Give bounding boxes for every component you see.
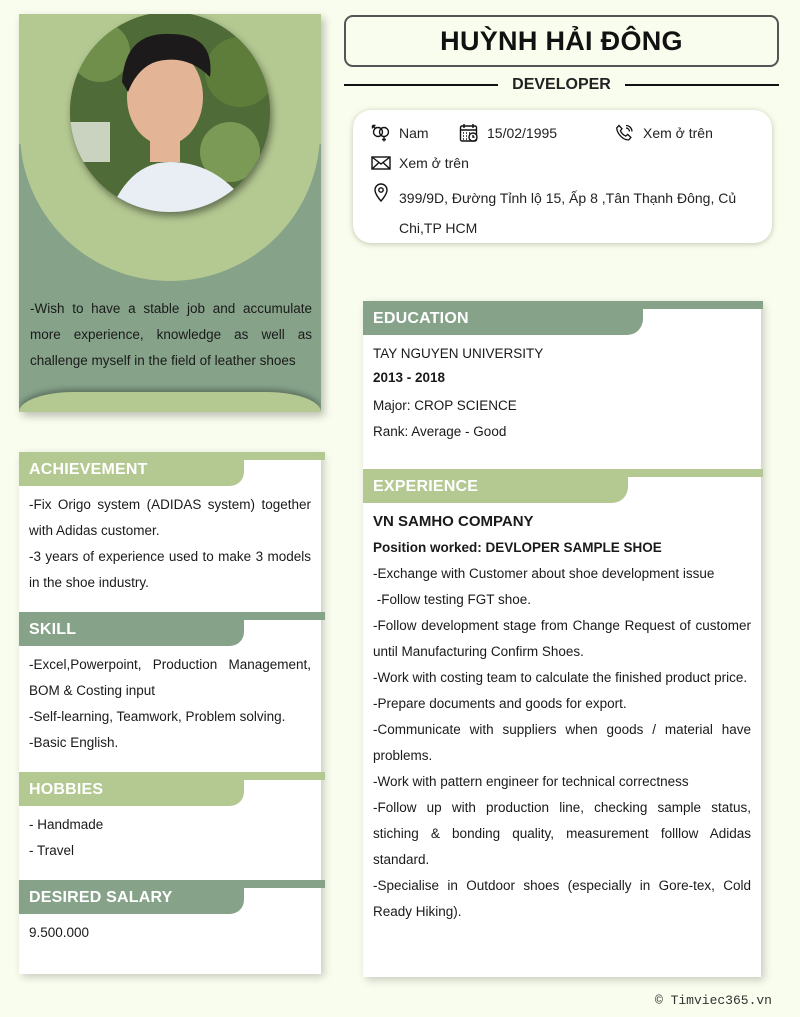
list-item: -3 years of experience used to make 3 models in the shoe industry. xyxy=(29,549,311,590)
achievement-header xyxy=(19,452,321,482)
experience-header xyxy=(363,469,761,499)
list-item: -Exchange with Customer about shoe development issue xyxy=(373,566,715,581)
contact-gender xyxy=(371,122,429,144)
contact-card xyxy=(353,110,772,243)
section-title: DESIRED SALARY xyxy=(29,889,173,906)
section-title: EXPERIENCE xyxy=(373,478,479,495)
list-item: -Self-learning, Teamwork, Problem solving. xyxy=(29,709,286,724)
phone-value: Xem ở trên xyxy=(643,125,713,141)
profile-circle-bg xyxy=(20,14,320,281)
phone-icon xyxy=(615,123,635,143)
section-title: HOBBIES xyxy=(29,781,104,798)
email-value: Xem ở trên xyxy=(399,155,469,171)
birthday-value: 15/02/1995 xyxy=(487,125,558,141)
avatar-photo xyxy=(70,14,270,212)
address-value: 399/9D, Đường Tỉnh lộ 15, Ấp 8 ,Tân Thạnh Đông, Củ Chi,TP HCM xyxy=(399,190,737,236)
profile-bottom-band xyxy=(19,392,321,412)
contact-birthday xyxy=(459,122,557,144)
list-item: -Specialise in Outdoor shoes (especially in Gore-tex, Cold Ready Hiking). xyxy=(373,878,751,919)
list-item: -Follow development stage from Change Request of customer until Manufacturing Confirm Shoes. xyxy=(373,618,751,659)
gender-icon xyxy=(371,123,391,143)
calendar-icon xyxy=(459,123,479,143)
career-objective: -Wish to have a stable job and accumulate more experience, knowledge as well as challenge myself in the field of leather shoes xyxy=(30,301,312,368)
section-title: ACHIEVEMENT xyxy=(29,461,148,478)
education-rank: Rank: Average - Good xyxy=(373,424,507,439)
list-item: -Follow up with production line, checking sample status, stiching & bonding quality, measurement folllow Adidas standard. xyxy=(373,800,751,867)
copyright-footer: © Timviec365.vn xyxy=(654,993,772,1008)
divider xyxy=(344,84,498,86)
list-item: -Work with pattern engineer for technical correctness xyxy=(373,774,689,789)
full-name: HUỲNH HẢI ĐÔNG xyxy=(344,15,779,67)
profile-card xyxy=(19,14,321,412)
education-years: 2013 - 2018 xyxy=(373,370,446,385)
section-title: EDUCATION xyxy=(373,310,469,327)
role-row xyxy=(344,73,779,97)
avatar xyxy=(70,14,270,212)
list-item: -Excel,Powerpoint, Production Management, BOM & Costing input xyxy=(29,657,311,698)
education-body xyxy=(363,331,761,469)
hobbies-header xyxy=(19,772,321,802)
envelope-icon xyxy=(371,153,391,173)
experience-body xyxy=(363,499,761,925)
right-sections-card xyxy=(363,301,761,977)
school-name: TAY NGUYEN UNIVERSITY xyxy=(373,346,544,361)
job-title: DEVELOPER xyxy=(512,76,611,93)
list-item: -Communicate with suppliers when goods / material have problems. xyxy=(373,722,751,763)
location-pin-icon xyxy=(371,182,391,202)
education-header xyxy=(363,301,761,331)
company-name: VN SAMHO COMPANY xyxy=(373,513,534,530)
achievement-body xyxy=(19,482,321,612)
position: Position worked: DEVLOPER SAMPLE SHOE xyxy=(373,540,662,555)
list-item: -Follow testing FGT shoe. xyxy=(373,592,532,607)
hobbies-body xyxy=(19,802,321,880)
contact-email xyxy=(371,152,469,174)
left-sections-card xyxy=(19,452,321,974)
contact-phone xyxy=(615,122,713,144)
list-item: - Travel xyxy=(29,843,75,858)
salary-value: 9.500.000 xyxy=(29,925,90,940)
divider xyxy=(625,84,779,86)
section-title: SKILL xyxy=(29,621,77,638)
skill-header xyxy=(19,612,321,642)
education-major: Major: CROP SCIENCE xyxy=(373,398,517,413)
skill-body xyxy=(19,642,321,772)
list-item: -Basic English. xyxy=(29,735,119,750)
salary-body xyxy=(19,910,321,946)
list-item: -Prepare documents and goods for export. xyxy=(373,696,627,711)
list-item: -Fix Origo system (ADIDAS system) together with Adidas customer. xyxy=(29,497,311,538)
gender-value: Nam xyxy=(399,125,429,141)
list-item: - Handmade xyxy=(29,817,104,832)
list-item: -Work with costing team to calculate the finished product price. xyxy=(373,670,748,685)
salary-header xyxy=(19,880,321,910)
